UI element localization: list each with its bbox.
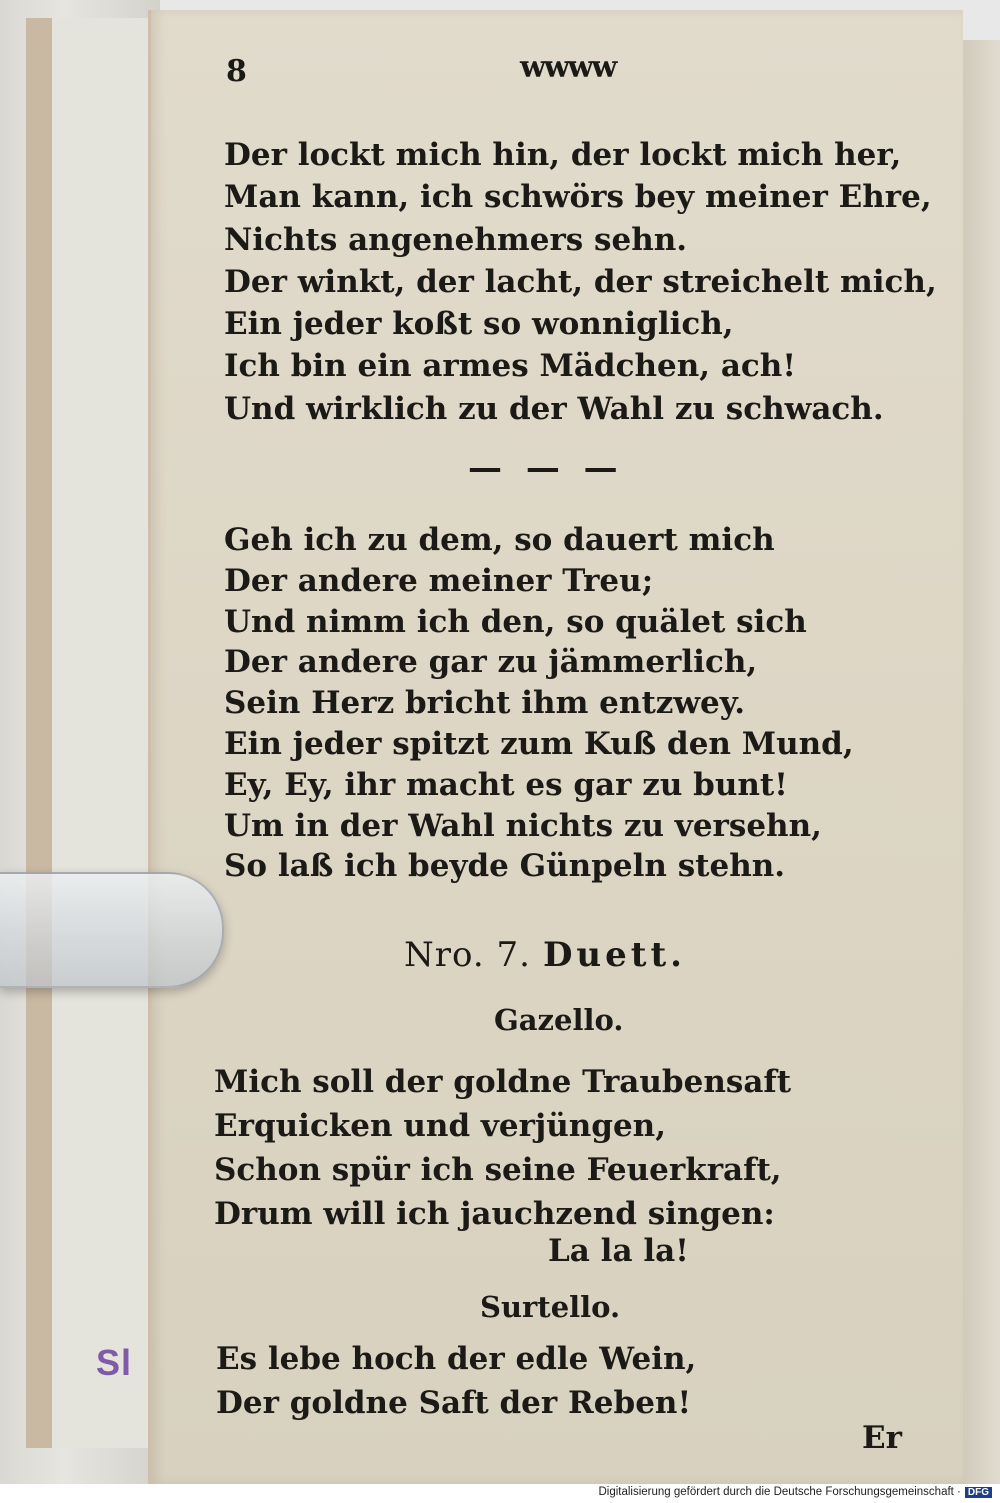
verse-line: Der andere meiner Treu;: [224, 562, 654, 599]
page-holder-clip: [0, 872, 224, 988]
song-number: Nro. 7.: [404, 935, 531, 975]
stanza-2: [224, 520, 854, 887]
verse-line: Der lockt mich hin, der lockt mich her,: [224, 137, 902, 173]
stanza-3: [214, 1060, 791, 1236]
verse-line: Und nimm ich den, so quälet sich: [224, 603, 807, 640]
verse-line: Sein Herz bricht ihm entzwey.: [224, 685, 746, 722]
verse-line: Und wirklich zu der Wahl zu schwach.: [224, 390, 884, 427]
catchword: Er: [862, 1420, 902, 1456]
book-cover-edge: [26, 18, 53, 1448]
footer-credit: [598, 1486, 992, 1498]
verse-line: Drum will ich jauchzend singen:: [214, 1196, 775, 1232]
verse-line: Mich soll der goldne Traubensaft: [214, 1064, 792, 1100]
next-page-edge: [960, 40, 1000, 1484]
library-stamp: Sl: [96, 1342, 133, 1383]
verse-line: So laß ich beyde Günpeln stehn.: [224, 848, 786, 885]
verse-line: Geh ich zu dem, so dauert mich: [224, 522, 775, 558]
speaker-name: Surtello.: [480, 1290, 621, 1324]
dfg-logo-icon: DFG: [965, 1487, 992, 1498]
verse-line: Ein jeder spitzt zum Kuß den Mund,: [224, 725, 854, 762]
speaker-name: Gazello.: [494, 1003, 624, 1037]
verse-line: Der goldne Saft der Reben!: [216, 1385, 692, 1421]
verse-line: Ey, Ey, ihr macht es gar zu bunt!: [224, 766, 788, 803]
header-ornament: ᴡᴡᴡᴡ: [520, 50, 616, 85]
verse-line: Nichts angenehmers sehn.: [224, 221, 688, 258]
stanza-4: [216, 1337, 696, 1425]
stanza-1: [224, 134, 937, 430]
footer-text: Digitalisierung gefördert durch die Deutsche Forschungsgemeinschaft ·: [598, 1486, 961, 1498]
refrain-line: La la la!: [548, 1233, 689, 1269]
page-number: 8: [226, 54, 247, 89]
verse-line: Man kann, ich schwörs bey meiner Ehre,: [224, 179, 932, 216]
verse-line: Ein jeder koßt so wonniglich,: [224, 306, 734, 343]
verse-line: Um in der Wahl nichts zu versehn,: [224, 807, 822, 844]
verse-line: Erquicken und verjüngen,: [214, 1108, 666, 1144]
section-divider: — — —: [468, 448, 624, 488]
verse-line: Der winkt, der lacht, der streichelt mich,: [224, 263, 937, 300]
verse-line: Der andere gar zu jämmerlich,: [224, 644, 758, 681]
verse-line: Ich bin ein armes Mädchen, ach!: [224, 348, 796, 385]
verse-line: Es lebe hoch der edle Wein,: [216, 1341, 697, 1377]
song-title: Duett.: [542, 935, 687, 975]
verse-line: Schon spür ich seine Feuerkraft,: [214, 1152, 782, 1188]
book-cover-inner: [52, 18, 150, 1448]
song-heading: [404, 935, 686, 975]
